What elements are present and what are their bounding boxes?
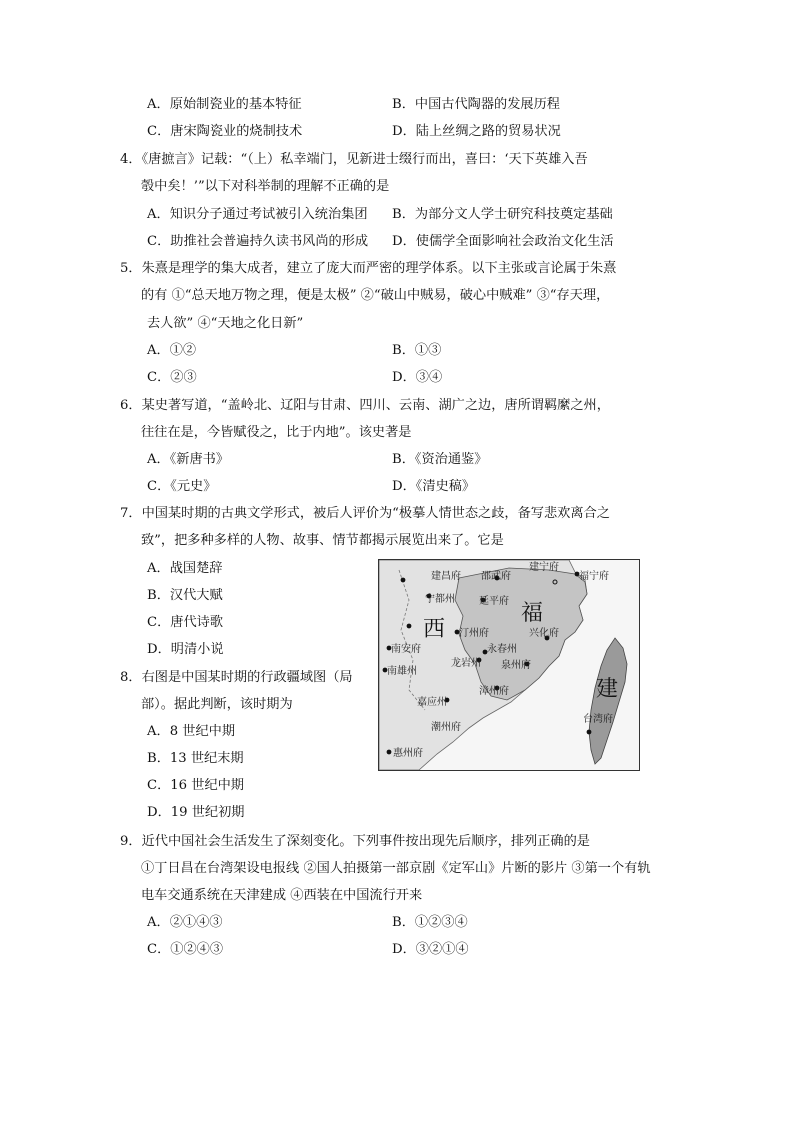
map-label-taiwan: 台湾府 xyxy=(583,714,613,725)
map-label-quanzhou: 泉州府 xyxy=(501,660,531,671)
map-label-fu: 福 xyxy=(521,601,544,626)
map-label-xinghua: 兴化府 xyxy=(529,628,559,639)
q7-stem-line1: 7．中国某时期的古典文学形式，被后人评价为“极摹人情世态之歧，备写悲欢离合之 xyxy=(120,506,610,521)
q7-option-d: D．明清小说 xyxy=(147,642,224,657)
q8-option-c: C．16 世纪中期 xyxy=(147,778,244,793)
map-label-jianchang: 建昌府 xyxy=(431,571,461,582)
administrative-map xyxy=(378,559,640,771)
q4-option-c: C．助推社会普遍持久读书风尚的形成 xyxy=(147,234,369,249)
q6-stem-line1: 6．某史著写道，“盖岭北、辽阳与甘肃、四川、云南、湖广之边，唐所谓羁縻之州， xyxy=(120,398,610,413)
q9-stem-line3: 电车交通系统在天津建成 ④西装在中国流行开来 xyxy=(141,888,423,903)
q4-stem-line2: 彀中矣！’”以下对科举制的理解不正确的是 xyxy=(141,179,390,194)
map-label-jian: 建 xyxy=(596,677,619,702)
city-dot xyxy=(387,750,392,755)
map-label-jiaying: 嘉应州 xyxy=(417,697,447,708)
q9-option-b: B．①②③④ xyxy=(392,915,468,930)
map-label-longyan: 龙岩州 xyxy=(451,658,481,669)
q5-option-b: B．①③ xyxy=(392,343,442,358)
map-label-nanan: 南安府 xyxy=(391,644,421,655)
q9-option-d: D．③②①④ xyxy=(392,942,469,957)
q6-option-c: C．《元史》 xyxy=(147,479,217,494)
q5-option-d: D．③④ xyxy=(392,370,443,385)
q6-option-b: B．《资治通鉴》 xyxy=(392,452,488,467)
q9-option-c: C．①②④③ xyxy=(147,942,224,957)
q3-option-c: C．唐宋陶瓷业的烧制技术 xyxy=(147,124,303,139)
map-svg xyxy=(379,560,639,770)
q9-option-a: A．②①④③ xyxy=(147,915,223,930)
q7-option-a: A．战国楚辞 xyxy=(147,561,223,576)
city-dot xyxy=(407,624,412,629)
map-label-nanxiong: 南雄州 xyxy=(387,666,417,677)
q3-option-a: A．原始制瓷业的基本特征 xyxy=(147,97,302,112)
map-label-top2: 福宁府 xyxy=(579,571,609,582)
q9-stem-line2: ①丁日昌在台湾架设电报线 ②国人拍摄第一部京剧《定军山》片断的影片 ③第一个有轨 xyxy=(141,861,651,876)
map-label-chaozhou: 潮州府 xyxy=(431,722,461,733)
q8-option-d: D．19 世纪初期 xyxy=(147,805,245,820)
q7-option-c: C．唐代诗歌 xyxy=(147,615,224,630)
q3-option-d: D．陆上丝绸之路的贸易状况 xyxy=(392,124,561,139)
q6-option-a: A．《新唐书》 xyxy=(147,452,230,467)
map-label-ningdu: 宁都州 xyxy=(425,594,455,605)
q4-stem-line1: 4．《唐摭言》记载：“（上）私幸端门，见新进士缀行而出，喜曰：‘天下英雄入吾 xyxy=(120,152,588,167)
q8-option-b: B．13 世纪末期 xyxy=(147,751,244,766)
q4-option-b: B．为部分文人学士研究科技奠定基础 xyxy=(392,207,613,222)
q4-option-d: D．使儒学全面影响社会政治文化生活 xyxy=(392,234,614,249)
q7-option-b: B．汉代大赋 xyxy=(147,588,223,603)
q8-option-a: A．8 世纪中期 xyxy=(147,724,236,739)
city-dot xyxy=(587,730,592,735)
q6-option-d: D．《清史稿》 xyxy=(392,479,476,494)
q5-option-a: A．①② xyxy=(147,343,197,358)
map-label-zhangzhou: 漳州府 xyxy=(479,686,509,697)
map-label-top1: 建宁府 xyxy=(529,562,559,573)
map-label-yongchun: 永春州 xyxy=(487,644,517,655)
q8-stem-line1: 8．右图是中国某时期的行政疆域图（局 xyxy=(120,670,353,685)
map-label-xi: 西 xyxy=(423,617,446,642)
q5-stem-line1: 5．朱熹是理学的集大成者，建立了庞大而严密的理学体系。以下主张或言论属于朱熹 xyxy=(120,261,617,276)
map-label-huizhou: 惠州府 xyxy=(393,748,423,759)
q7-stem-line2: 致”，把多种多样的人物、故事、情节都揭示展览出来了。它是 xyxy=(141,533,504,548)
q5-stem-line2: 的有 ①“总天地万物之理，便是太极” ②“破山中贼易，破心中贼难” ③“存天理， xyxy=(141,288,610,303)
q6-stem-line2: 往往在是，今皆赋役之，比于内地”。该史著是 xyxy=(141,425,412,440)
q4-option-a: A．知识分子通过考试被引入统治集团 xyxy=(147,207,368,222)
map-label-shaowu: 邵武府 xyxy=(481,571,511,582)
q9-stem-line1: 9．近代中国社会生活发生了深刻变化。下列事件按出现先后顺序，排列正确的是 xyxy=(120,834,590,849)
q8-stem-line2: 部）。据此判断，该时期为 xyxy=(141,697,293,712)
q5-stem-line3: 去人欲” ④“天地之化日新” xyxy=(147,316,304,331)
q5-option-c: C．②③ xyxy=(147,370,197,385)
map-label-yanping: 延平府 xyxy=(479,596,509,607)
city-dot xyxy=(401,578,406,583)
map-label-tingzhou: 汀州府 xyxy=(459,628,489,639)
q3-option-b: B．中国古代陶器的发展历程 xyxy=(392,97,560,112)
